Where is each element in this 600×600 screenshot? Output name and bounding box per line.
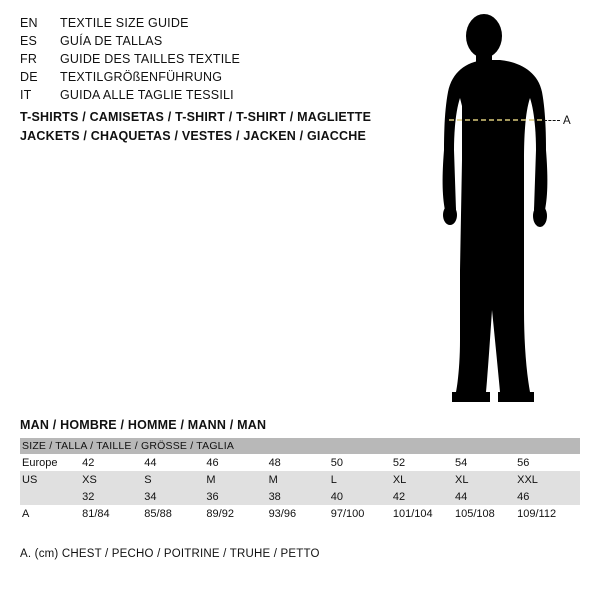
cell: 97/100 bbox=[331, 505, 393, 522]
cell: 42 bbox=[82, 454, 144, 471]
row-label: A bbox=[20, 505, 82, 522]
cell: 38 bbox=[269, 488, 331, 505]
language-title: GUÍA DE TALLAS bbox=[60, 34, 163, 48]
row-label: Europe bbox=[20, 454, 82, 471]
category-tshirts: T-SHIRTS / CAMISETAS / T-SHIRT / T-SHIRT / MAGLIETTE bbox=[20, 110, 372, 124]
language-title: GUIDA ALLE TAGLIE TESSILI bbox=[60, 88, 234, 102]
language-title: TEXTILGRÖßENFÜHRUNG bbox=[60, 70, 223, 84]
table-header-row bbox=[20, 438, 580, 454]
table-title: MAN / HOMBRE / HOMME / MANN / MAN bbox=[20, 418, 267, 432]
language-row bbox=[20, 16, 380, 34]
row-label: US bbox=[20, 471, 82, 488]
cell: 109/112 bbox=[517, 505, 580, 522]
size-table-block bbox=[20, 418, 580, 522]
body-silhouette-icon bbox=[400, 10, 600, 410]
cell: 34 bbox=[144, 488, 206, 505]
size-table bbox=[20, 438, 580, 522]
cell: 36 bbox=[206, 488, 268, 505]
cell: 54 bbox=[455, 454, 517, 471]
table-header-label: SIZE / TALLA / TAILLE / GRÖSSE / TAGLIA bbox=[20, 438, 580, 454]
footnote-chest-measurement: A. (cm) CHEST / PECHO / POITRINE / TRUHE / PETTO bbox=[20, 548, 320, 560]
cell: XXL bbox=[517, 471, 580, 488]
cell: 46 bbox=[206, 454, 268, 471]
garment-category-list bbox=[20, 110, 420, 148]
cell: 93/96 bbox=[269, 505, 331, 522]
cell: 42 bbox=[393, 488, 455, 505]
cell: 50 bbox=[331, 454, 393, 471]
male-figure-illustration bbox=[400, 10, 600, 410]
cell: 44 bbox=[144, 454, 206, 471]
cell: S bbox=[144, 471, 206, 488]
language-code: IT bbox=[20, 88, 32, 102]
table-row bbox=[20, 454, 580, 471]
language-code: FR bbox=[20, 52, 38, 66]
cell: L bbox=[331, 471, 393, 488]
language-title: TEXTILE SIZE GUIDE bbox=[60, 16, 189, 30]
measure-leader-line bbox=[544, 120, 560, 122]
cell: 101/104 bbox=[393, 505, 455, 522]
cell: 85/88 bbox=[144, 505, 206, 522]
measure-label-a: A bbox=[563, 115, 572, 127]
language-title: GUIDE DES TAILLES TEXTILE bbox=[60, 52, 241, 66]
cell: 46 bbox=[517, 488, 580, 505]
language-row bbox=[20, 70, 380, 88]
cell: M bbox=[269, 471, 331, 488]
cell: 89/92 bbox=[206, 505, 268, 522]
row-label bbox=[20, 488, 82, 505]
cell: XL bbox=[455, 471, 517, 488]
cell: M bbox=[206, 471, 268, 488]
cell: 44 bbox=[455, 488, 517, 505]
language-row bbox=[20, 88, 380, 106]
cell: 40 bbox=[331, 488, 393, 505]
language-code: DE bbox=[20, 70, 38, 84]
cell: 48 bbox=[269, 454, 331, 471]
table-row bbox=[20, 471, 580, 488]
language-code: EN bbox=[20, 16, 38, 30]
cell: 81/84 bbox=[82, 505, 144, 522]
language-row bbox=[20, 52, 380, 70]
cell: 56 bbox=[517, 454, 580, 471]
language-code: ES bbox=[20, 34, 38, 48]
cell: 105/108 bbox=[455, 505, 517, 522]
language-row bbox=[20, 34, 380, 52]
cell: 52 bbox=[393, 454, 455, 471]
language-title-list bbox=[20, 16, 380, 106]
table-row bbox=[20, 488, 580, 505]
table-row bbox=[20, 505, 580, 522]
cell: XL bbox=[393, 471, 455, 488]
cell: XS bbox=[82, 471, 144, 488]
category-jackets: JACKETS / CHAQUETAS / VESTES / JACKEN / GIACCHE bbox=[20, 129, 367, 143]
cell: 32 bbox=[82, 488, 144, 505]
